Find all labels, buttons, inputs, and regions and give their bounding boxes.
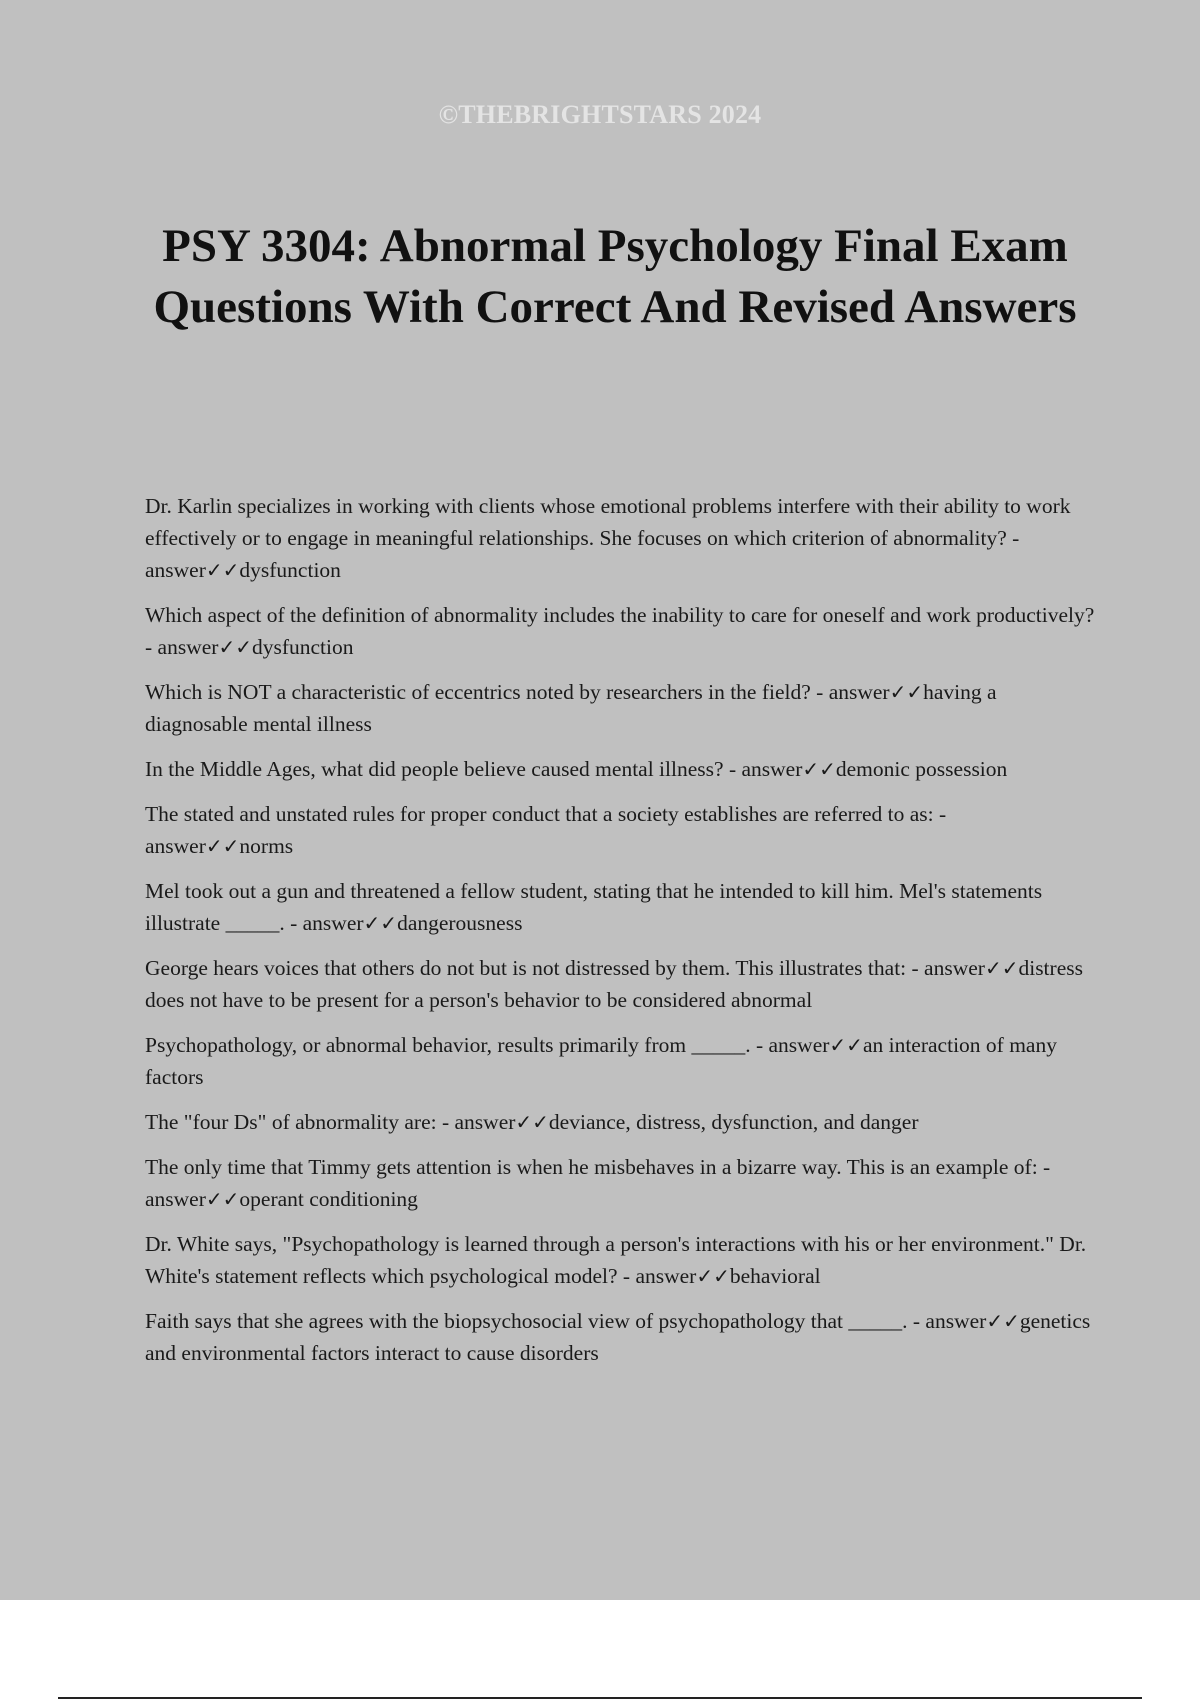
qa-item	[145, 676, 1095, 740]
question-text: Which is NOT a characteristic of eccentrics noted by researchers in the field?	[145, 680, 811, 704]
question-text: Psychopathology, or abnormal behavior, results primarily from _____.	[145, 1033, 751, 1057]
copyright-watermark: ©THEBRIGHTSTARS 2024	[438, 100, 762, 129]
double-check-icon: ✓✓	[205, 834, 240, 858]
double-check-icon: ✓✓	[218, 635, 252, 659]
question-text: Dr. White says, "Psychopathology is learned through a person's interactions with his or her environment." Dr. White's statement reflects which psychological model?	[145, 1232, 1087, 1288]
footer-divider	[58, 1697, 1142, 1699]
double-check-icon: ✓✓	[696, 1264, 730, 1288]
answer-marker: - answer	[723, 757, 803, 781]
question-text: The "four Ds" of abnormality are:	[145, 1110, 437, 1134]
answer-text: deviance, distress, dysfunction, and danger	[548, 1110, 919, 1134]
answer-marker: - answer	[284, 911, 364, 935]
question-text: Mel took out a gun and threatened a fellow student, stating that he intended to kill him. Mel's statements illustrate _____.	[145, 879, 1043, 935]
question-text: Faith says that she agrees with the biopsychosocial view of psychopathology that _____.	[145, 1309, 908, 1333]
answer-marker: - answer	[750, 1033, 830, 1057]
question-text: Which aspect of the definition of abnormality includes the inability to care for oneself and work productively?	[145, 603, 1095, 627]
double-check-icon: ✓✓	[205, 558, 240, 582]
qa-item	[145, 1029, 1095, 1093]
answer-marker: - answer	[145, 802, 947, 858]
qa-item	[145, 490, 1095, 586]
double-check-icon: ✓✓	[984, 956, 1019, 980]
answer-marker: - answer	[436, 1110, 516, 1134]
answer-text: demonic possession	[835, 757, 1008, 781]
answer-text: an interaction of many factors	[145, 1033, 1057, 1089]
question-text: In the Middle Ages, what did people believe caused mental illness?	[145, 757, 724, 781]
question-text: Dr. Karlin specializes in working with clients whose emotional problems interfere with their ability to work effectively or to engage in meaningful relationships. She focuses on which criterion of abnormality?	[145, 494, 1071, 550]
qa-item	[145, 1305, 1095, 1369]
answer-marker: - answer	[810, 680, 890, 704]
answer-text: operant conditioning	[239, 1187, 418, 1211]
qa-item	[145, 753, 1095, 785]
answer-marker: - answer	[145, 1155, 1051, 1211]
question-text: The only time that Timmy gets attention is when he misbehaves in a bizarre way. This is an example of:	[145, 1155, 1038, 1179]
answer-text: norms	[239, 834, 294, 858]
answer-text: distress does not have to be present for a person's behavior to be considered abnormal	[145, 956, 1083, 1012]
document-title: PSY 3304: Abnormal Psychology Final Exam Questions With Correct And Revised Answers	[153, 220, 1077, 333]
answer-text: dysfunction	[239, 558, 341, 582]
qa-list	[145, 490, 1095, 1382]
double-check-icon: ✓✓	[986, 1309, 1020, 1333]
answer-text: behavioral	[729, 1264, 821, 1288]
double-check-icon: ✓✓	[363, 911, 398, 935]
answer-marker: - answer	[617, 1264, 697, 1288]
question-text: George hears voices that others do not but is not distressed by them. This illustrates that:	[145, 956, 907, 980]
answer-text: dysfunction	[251, 635, 354, 659]
qa-item	[145, 798, 1095, 862]
answer-text: having a diagnosable mental illness	[145, 680, 997, 736]
answer-marker: - answer	[145, 526, 1020, 582]
double-check-icon: ✓✓	[802, 757, 836, 781]
answer-marker: - answer	[907, 1309, 987, 1333]
qa-item	[145, 1106, 1095, 1138]
qa-item	[145, 952, 1095, 1016]
answer-marker: - answer	[145, 635, 219, 659]
double-check-icon: ✓✓	[515, 1110, 549, 1134]
question-text: The stated and unstated rules for proper conduct that a society establishes are referred to as:	[145, 802, 934, 826]
double-check-icon: ✓✓	[205, 1187, 240, 1211]
qa-item	[145, 599, 1095, 663]
answer-text: genetics and environmental factors interact to cause disorders	[145, 1309, 1091, 1365]
qa-item	[145, 1151, 1095, 1215]
qa-item	[145, 875, 1095, 939]
qa-item	[145, 1228, 1095, 1292]
answer-text: dangerousness	[397, 911, 523, 935]
answer-marker: - answer	[906, 956, 985, 980]
double-check-icon: ✓✓	[829, 1033, 863, 1057]
double-check-icon: ✓✓	[889, 680, 924, 704]
